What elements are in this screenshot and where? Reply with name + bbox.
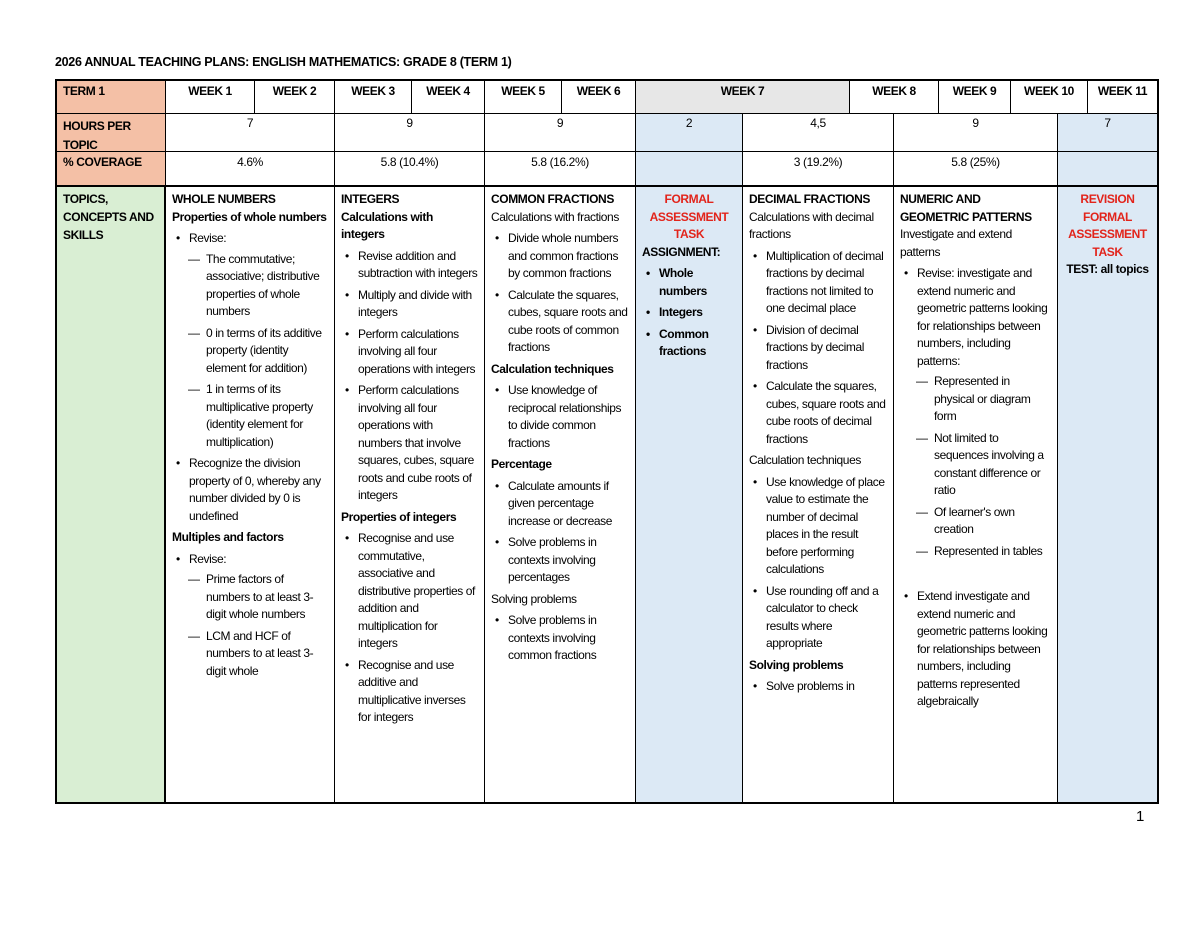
task-heading: TASK [1092, 244, 1123, 259]
formal-assessment-heading: FORMAL ASSESSMENT [1068, 209, 1147, 241]
revision-heading: REVISION [1080, 192, 1135, 206]
hours-value: 7 [166, 114, 335, 152]
coverage-value: 4.6% [166, 152, 335, 187]
list-item: — 1 in terms of its multiplicative property (identity element for multiplication) [206, 381, 328, 451]
list-item: • Solve problems in contexts involving percentages [508, 534, 629, 587]
list-item: — 0 in terms of its additive property (identity element for addition) [206, 325, 328, 378]
list-item: • Calculate amounts if given percentage increase or decrease [508, 478, 629, 531]
subtopic: Calculation techniques [749, 453, 861, 467]
subtopic: Calculations with fractions [491, 209, 619, 224]
week-header: WEEK 3 [335, 81, 412, 114]
list-item: • Divide whole numbers and common fractions by common fractions [508, 230, 629, 283]
week-header: WEEK 11 [1088, 81, 1157, 114]
list-item: • Integers [659, 304, 736, 322]
hours-value: 9 [485, 114, 636, 152]
list-item: • Solve problems in contexts involving common fractions [508, 612, 629, 665]
subtopic: Calculations with integers [341, 209, 433, 241]
test-note: TEST: all topics [1066, 262, 1149, 276]
topics-label: TOPICS, CONCEPTS AND SKILLS [57, 187, 166, 802]
list-item: • Recognise and use commutative, associative and distributive properties of addition and multiplication for integers [358, 530, 478, 653]
task-heading: TASK [673, 227, 705, 241]
assignment-heading: ASSIGNMENT: [642, 244, 721, 259]
list-item: • Perform calculations involving all four operations with numbers that involve squares, cubes, square roots and cube roots of integers [358, 382, 478, 505]
list-item: • Revise: — Prime factors of numbers to at least 3-digit whole numbers — LCM and HCF of numbers to at least 3-digit whole [189, 551, 328, 681]
coverage-value: 3 (19.2%) [743, 152, 894, 187]
whole-numbers-cell [166, 187, 335, 802]
list-item: • Use knowledge of place value to estimate the number of decimal places in the result before performing calculations [766, 474, 887, 579]
list-item: • Multiply and divide with integers [358, 287, 478, 322]
hours-value: 4,5 [743, 114, 894, 152]
coverage-value [1058, 152, 1157, 187]
subtopic: Solving problems [749, 657, 844, 672]
hours-value: 7 [1058, 114, 1157, 152]
subtopic: Calculations with decimal fractions [749, 209, 874, 241]
list-item: • Revise: — The commutative; associative; distributive properties of whole numbers — 0 in terms of its additive property (identity element for addition) — 1 in terms of its multiplicative property (identity element for multiplication) [189, 230, 328, 451]
subtopic: Calculation techniques [491, 361, 614, 376]
term-header: TERM 1 [57, 81, 166, 114]
topic-title: COMMON FRACTIONS [491, 192, 614, 206]
list-item: • Calculate the squares, cubes, square roots and cube roots of common fractions [508, 287, 629, 357]
list-item: — Of learner's own creation [934, 504, 1051, 539]
list-item: • Extend investigate and extend numeric and geometric patterns looking for relationships between numbers, including patterns represented algebraically [917, 588, 1051, 711]
list-item: — Represented in tables [934, 543, 1051, 561]
subtopic: Properties of whole numbers [172, 209, 327, 224]
week-header: WEEK 5 [485, 81, 562, 114]
week-header: WEEK 6 [562, 81, 636, 114]
topic-title: NUMERIC AND GEOMETRIC PATTERNS [900, 192, 1032, 224]
list-item: • Division of decimal fractions by decimal fractions [766, 322, 887, 375]
integers-cell [335, 187, 485, 802]
list-item: • Perform calculations involving all four operations with integers [358, 326, 478, 379]
week-header: WEEK 7 [636, 81, 850, 114]
coverage-value: 5.8 (16.2%) [485, 152, 636, 187]
list-item: — Not limited to sequences involving a constant difference or ratio [934, 430, 1051, 500]
week-header: WEEK 1 [166, 81, 255, 114]
hours-label: HOURS PER TOPIC [57, 114, 166, 152]
common-fractions-cell [485, 187, 636, 802]
formal-assessment-heading: FORMAL ASSESSMENT [649, 192, 729, 224]
subtopic: Multiples and factors [172, 530, 284, 544]
list-item: • Calculate the squares, cubes, square roots and cube roots of decimal fractions [766, 378, 887, 448]
week-header: WEEK 2 [255, 81, 335, 114]
hours-value: 2 [636, 114, 743, 152]
week-header: WEEK 8 [850, 81, 939, 114]
list-item: • Common fractions [659, 326, 736, 361]
hours-value: 9 [894, 114, 1058, 152]
subtopic: Properties of integers [341, 509, 457, 524]
week-header: WEEK 10 [1011, 81, 1088, 114]
subtopic: Percentage [491, 457, 552, 471]
list-item: • Use rounding off and a calculator to check results where appropriate [766, 583, 887, 653]
hours-value: 9 [335, 114, 485, 152]
list-item: • Solve problems in [766, 678, 887, 696]
list-item: — LCM and HCF of numbers to at least 3-digit whole [206, 628, 328, 681]
topic-title: DECIMAL FRACTIONS [749, 192, 870, 206]
page-number: 1 [1136, 808, 1145, 825]
list-item: • Recognise and use additive and multiplicative inverses for integers [358, 657, 478, 727]
list-item: • Multiplication of decimal fractions by decimal fractions not limited to one decimal place [766, 248, 887, 318]
list-item: • Recognize the division property of 0, whereby any number divided by 0 is undefined [189, 455, 328, 525]
list-item: • Use knowledge of reciprocal relationships to divide common fractions [508, 382, 629, 452]
subtopic: Investigate and extend patterns [900, 227, 1012, 259]
list-item: • Revise: investigate and extend numeric and geometric patterns looking for relationships between numbers, including patterns: — Represented in physical or diagram form — Not limited to sequences involving a constant difference or ratio — Of learner's own creation — Represented in tables [917, 265, 1051, 560]
coverage-value [636, 152, 743, 187]
list-item: — The commutative; associative; distributive properties of whole numbers [206, 251, 328, 321]
week-header: WEEK 9 [939, 81, 1011, 114]
subtopic: Solving problems [491, 591, 577, 606]
formal-assessment-cell [636, 187, 743, 802]
teaching-plan-table [55, 79, 1159, 804]
list-item: • Whole numbers [659, 265, 736, 300]
topic-title: WHOLE NUMBERS [172, 192, 276, 206]
coverage-label: % COVERAGE [57, 152, 166, 187]
list-item: • Revise addition and subtraction with integers [358, 248, 478, 283]
list-item: — Represented in physical or diagram form [934, 373, 1051, 426]
revision-cell [1058, 187, 1157, 802]
document-title: 2026 ANNUAL TEACHING PLANS: ENGLISH MATHEMATICS: GRADE 8 (TERM 1) [55, 55, 512, 69]
decimal-fractions-cell [743, 187, 894, 802]
list-item: — Prime factors of numbers to at least 3-digit whole numbers [206, 571, 328, 624]
coverage-value: 5.8 (10.4%) [335, 152, 485, 187]
week-header: WEEK 4 [412, 81, 485, 114]
coverage-value: 5.8 (25%) [894, 152, 1058, 187]
patterns-cell [894, 187, 1058, 802]
topic-title: INTEGERS [341, 192, 400, 206]
